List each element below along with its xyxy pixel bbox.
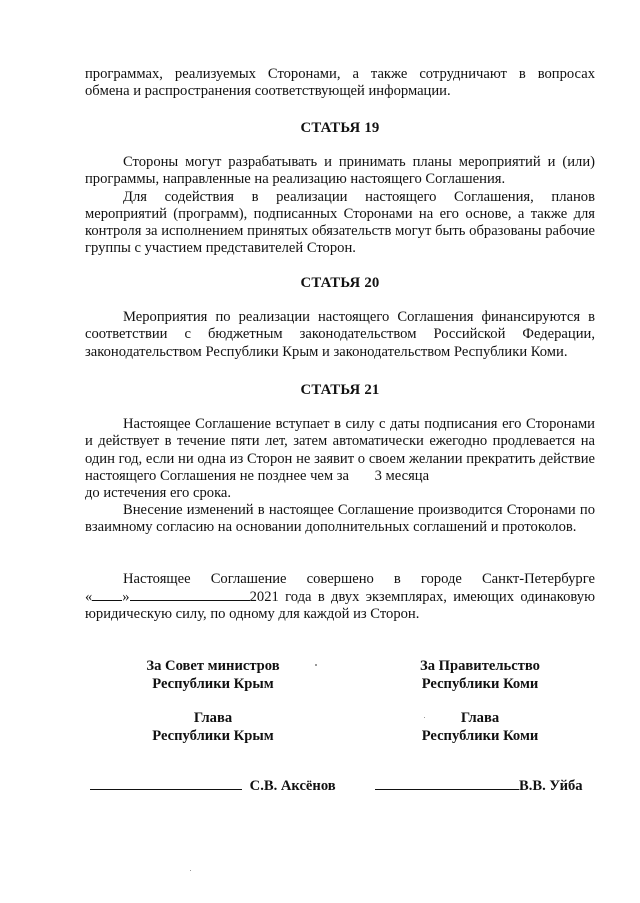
article-21-paragraph-1-end: до истечения его срока. [85, 485, 232, 502]
date-day-blank [92, 588, 122, 601]
article-21-paragraph-2: Внесение изменений в настоящее Соглашение производится Сторонами по взаимному согласию на основании дополнительных соглашений и протоколов. [85, 502, 595, 536]
article-19-paragraph-2: Для содействия в реализации настоящего Соглашения, планов мероприятий (программ), подписанных Сторонами на его основе, а также для контроля за исполнением принятых обязательств могут быть образованы рабочие группы с участием представителей Сторон. [85, 188, 595, 257]
closing-line-2: « » 2021 года в двух экземплярах, имеющих одинаковую [85, 589, 595, 606]
article-21-paragraph-1-text: Настоящее Соглашение вступает в силу с даты подписания его Сторонами и действует в течение пяти лет, затем автоматически ежегодно продлевается на один год, если ни одна из Сторон не заявит о своем желании прекратить действие настоящего Соглашения не позднее чем за [85, 416, 595, 484]
article-19-heading: СТАТЬЯ 19 [300, 120, 380, 136]
article-19-paragraph-1: Стороны могут разрабатывать и принимать планы мероприятий и (или) программы, направленные на реализацию настоящего Соглашения. [85, 154, 595, 188]
article-20-paragraph-1: Мероприятия по реализации настоящего Соглашения финансируются в соответствии с бюджетным законодательством Российской Федерации, законодательством Республики Крым и законодательством Республики Коми. [85, 309, 595, 360]
signatory-right-name: В.В. Уйба [519, 778, 583, 794]
signatory-right-organization: За Правительство Республики Коми [420, 658, 540, 692]
scan-speck [315, 664, 317, 666]
closing-line-3: юридическую силу, по одному для каждой из Сторон. [85, 606, 420, 623]
article-20-heading: СТАТЬЯ 20 [300, 275, 380, 291]
signatory-left-title: Глава Республики Крым [152, 710, 274, 744]
article-21 [85, 382, 595, 537]
article-20 [85, 275, 595, 361]
termination-notice-term: 3 месяца [374, 467, 430, 484]
signature-line-right [375, 777, 583, 795]
scan-speck [190, 870, 191, 871]
scan-speck [424, 717, 425, 718]
intro-line-2: обмена и распространения соответствующей информации. [85, 83, 451, 100]
signatory-left-organization: За Совет министров Республики Крым [146, 658, 280, 692]
article-21-heading: СТАТЬЯ 21 [300, 382, 380, 398]
closing-line-1: Настоящее Соглашение совершено в городе Санкт-Петербурге [123, 571, 595, 587]
article-21-paragraph-1 [85, 416, 595, 502]
signature-blank-right [375, 777, 519, 790]
signature-blank-left [90, 777, 242, 790]
closing-year-text: 2021 года в двух экземплярах, имеющих одинаковую [249, 589, 595, 606]
date-month-blank [130, 588, 250, 601]
article-19 [85, 120, 595, 257]
intro-paragraph [85, 66, 595, 100]
signatory-left-name: С.В. Аксёнов [249, 778, 336, 794]
signatory-right-title: Глава Республики Коми [421, 710, 539, 744]
closing-paragraph [85, 571, 595, 624]
signature-line-left [90, 777, 336, 795]
intro-line-1: программах, реализуемых Сторонами, а также сотрудничают в вопросах [85, 66, 595, 82]
